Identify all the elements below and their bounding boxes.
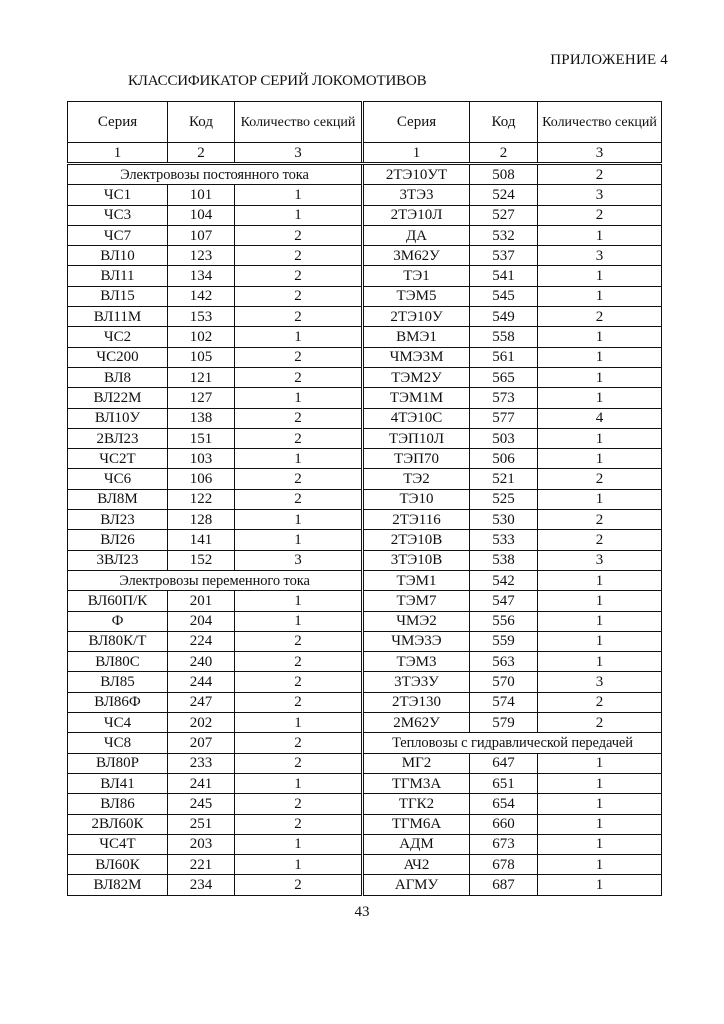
code-cell: 244 xyxy=(168,672,235,692)
table-body xyxy=(68,164,662,896)
code-cell: 525 xyxy=(470,489,538,509)
series-cell: ЧМЭ2 xyxy=(363,611,470,631)
series-cell: ТГМ6А xyxy=(363,814,470,834)
sections-cell: 1 xyxy=(235,713,363,733)
column-header: Код xyxy=(168,102,235,143)
sections-cell: 1 xyxy=(538,611,662,631)
series-cell: ВЛ60К xyxy=(68,855,168,875)
code-cell: 221 xyxy=(168,855,235,875)
column-header: Серия xyxy=(68,102,168,143)
sections-cell: 1 xyxy=(538,814,662,834)
page-title: КЛАССИФИКАТОР СЕРИЙ ЛОКОМОТИВОВ xyxy=(128,73,427,89)
code-cell: 524 xyxy=(470,185,538,205)
sections-cell: 1 xyxy=(235,611,363,631)
code-cell: 503 xyxy=(470,428,538,448)
series-cell: АДМ xyxy=(363,834,470,854)
series-cell: ЧС4Т xyxy=(68,834,168,854)
table-row xyxy=(68,672,662,692)
code-cell: 533 xyxy=(470,530,538,550)
code-cell: 101 xyxy=(168,185,235,205)
series-cell: ТЭП70 xyxy=(363,449,470,469)
code-cell: 151 xyxy=(168,428,235,448)
table-row xyxy=(68,286,662,306)
series-cell: ВЛ8 xyxy=(68,367,168,387)
sections-cell: 3 xyxy=(235,550,363,570)
series-cell: ВЛ22М xyxy=(68,388,168,408)
table-row xyxy=(68,510,662,530)
code-cell: 224 xyxy=(168,631,235,651)
series-cell: 2ТЭ116 xyxy=(363,510,470,530)
series-cell: ТЭМ2У xyxy=(363,367,470,387)
table-row xyxy=(68,733,662,753)
sections-cell: 3 xyxy=(538,550,662,570)
sections-cell: 2 xyxy=(235,367,363,387)
code-cell: 647 xyxy=(470,753,538,773)
sections-cell: 1 xyxy=(538,875,662,895)
sections-cell: 2 xyxy=(538,307,662,327)
code-cell: 579 xyxy=(470,713,538,733)
series-cell: ТЭП10Л xyxy=(363,428,470,448)
code-cell: 537 xyxy=(470,246,538,266)
table-row xyxy=(68,408,662,428)
code-cell: 104 xyxy=(168,205,235,225)
series-cell: ВЛ15 xyxy=(68,286,168,306)
code-cell: 673 xyxy=(470,834,538,854)
appendix-label: ПРИЛОЖЕНИЕ 4 xyxy=(550,52,668,68)
sections-cell: 1 xyxy=(538,631,662,651)
sections-cell: 2 xyxy=(235,246,363,266)
series-cell: 2ТЭ10У xyxy=(363,307,470,327)
series-cell: 3ТЭ3 xyxy=(363,185,470,205)
sections-cell: 2 xyxy=(235,489,363,509)
series-cell: 2ТЭ10Л xyxy=(363,205,470,225)
series-cell: ВЛ10У xyxy=(68,408,168,428)
series-cell: ВЛ41 xyxy=(68,773,168,793)
sections-cell: 2 xyxy=(235,225,363,245)
sections-cell: 1 xyxy=(538,855,662,875)
sections-cell: 1 xyxy=(235,327,363,347)
code-cell: 547 xyxy=(470,591,538,611)
sections-cell: 2 xyxy=(235,753,363,773)
table-row xyxy=(68,367,662,387)
table-row xyxy=(68,652,662,672)
sections-cell: 2 xyxy=(538,510,662,530)
table-row xyxy=(68,185,662,205)
series-cell: 2ВЛ60К xyxy=(68,814,168,834)
table-row xyxy=(68,530,662,550)
sections-cell: 1 xyxy=(235,855,363,875)
series-cell: ТЭМ3 xyxy=(363,652,470,672)
code-cell: 134 xyxy=(168,266,235,286)
series-cell: Ф xyxy=(68,611,168,631)
sections-cell: 2 xyxy=(235,672,363,692)
code-cell: 570 xyxy=(470,672,538,692)
sections-cell: 2 xyxy=(235,652,363,672)
series-cell: ВЛ85 xyxy=(68,672,168,692)
sections-cell: 1 xyxy=(538,266,662,286)
table-row xyxy=(68,307,662,327)
series-cell: АГМУ xyxy=(363,875,470,895)
column-header: Код xyxy=(470,102,538,143)
code-cell: 102 xyxy=(168,327,235,347)
code-cell: 142 xyxy=(168,286,235,306)
sections-cell: 3 xyxy=(538,672,662,692)
table-row xyxy=(68,205,662,225)
series-cell: ЧС3 xyxy=(68,205,168,225)
series-cell: ВЛ60П/К xyxy=(68,591,168,611)
header-row xyxy=(68,102,662,143)
code-cell: 121 xyxy=(168,367,235,387)
table-row xyxy=(68,773,662,793)
column-number: 2 xyxy=(470,143,538,164)
table-row xyxy=(68,428,662,448)
section-header: Электровозы постоянного тока xyxy=(68,164,363,185)
series-cell: АЧ2 xyxy=(363,855,470,875)
column-header: Количество секций xyxy=(538,102,662,143)
sections-cell: 1 xyxy=(538,489,662,509)
sections-cell: 2 xyxy=(235,286,363,306)
code-cell: 559 xyxy=(470,631,538,651)
series-cell: ЧС7 xyxy=(68,225,168,245)
table-row xyxy=(68,855,662,875)
code-cell: 122 xyxy=(168,489,235,509)
section-header: Тепловозы с гидравлической передачей xyxy=(363,733,662,753)
code-cell: 107 xyxy=(168,225,235,245)
code-cell: 207 xyxy=(168,733,235,753)
section-header: Электровозы переменного тока xyxy=(68,570,363,590)
series-cell: ТЭ2 xyxy=(363,469,470,489)
series-cell: ТЭМ1 xyxy=(363,570,470,590)
table-row xyxy=(68,388,662,408)
code-cell: 251 xyxy=(168,814,235,834)
page-number: 43 xyxy=(354,904,370,920)
code-cell: 247 xyxy=(168,692,235,712)
series-cell: ВЛ11М xyxy=(68,307,168,327)
sections-cell: 1 xyxy=(538,388,662,408)
sections-cell: 1 xyxy=(538,428,662,448)
code-cell: 687 xyxy=(470,875,538,895)
sections-cell: 1 xyxy=(538,753,662,773)
code-cell: 538 xyxy=(470,550,538,570)
sections-cell: 1 xyxy=(538,327,662,347)
code-cell: 123 xyxy=(168,246,235,266)
code-cell: 152 xyxy=(168,550,235,570)
sections-cell: 2 xyxy=(235,469,363,489)
code-cell: 563 xyxy=(470,652,538,672)
series-cell: ТГМ3А xyxy=(363,773,470,793)
series-cell: ВЛ80К/Т xyxy=(68,631,168,651)
code-cell: 565 xyxy=(470,367,538,387)
table-row xyxy=(68,550,662,570)
column-number-row xyxy=(68,143,662,164)
sections-cell: 2 xyxy=(538,530,662,550)
table-row xyxy=(68,794,662,814)
table-row xyxy=(68,469,662,489)
code-cell: 561 xyxy=(470,347,538,367)
table-row xyxy=(68,631,662,651)
sections-cell: 3 xyxy=(538,246,662,266)
sections-cell: 2 xyxy=(538,692,662,712)
code-cell: 103 xyxy=(168,449,235,469)
series-cell: ЧС2 xyxy=(68,327,168,347)
series-cell: 3ВЛ23 xyxy=(68,550,168,570)
table-row xyxy=(68,713,662,733)
sections-cell: 1 xyxy=(235,834,363,854)
sections-cell: 1 xyxy=(538,347,662,367)
table-row xyxy=(68,570,662,590)
code-cell: 556 xyxy=(470,611,538,631)
sections-cell: 2 xyxy=(235,307,363,327)
sections-cell: 2 xyxy=(538,469,662,489)
sections-cell: 2 xyxy=(538,205,662,225)
code-cell: 530 xyxy=(470,510,538,530)
sections-cell: 1 xyxy=(538,652,662,672)
series-cell: ВЛ86 xyxy=(68,794,168,814)
series-cell: ВМЭ1 xyxy=(363,327,470,347)
series-cell: ТГК2 xyxy=(363,794,470,814)
series-cell: ТЭ10 xyxy=(363,489,470,509)
code-cell: 241 xyxy=(168,773,235,793)
sections-cell: 1 xyxy=(538,367,662,387)
series-cell: ЧМЭ3Э xyxy=(363,631,470,651)
code-cell: 541 xyxy=(470,266,538,286)
sections-cell: 1 xyxy=(538,286,662,306)
sections-cell: 1 xyxy=(538,570,662,590)
column-number: 2 xyxy=(168,143,235,164)
code-cell: 245 xyxy=(168,794,235,814)
table-row xyxy=(68,347,662,367)
sections-cell: 2 xyxy=(235,692,363,712)
sections-cell: 2 xyxy=(235,408,363,428)
series-cell: ТЭМ7 xyxy=(363,591,470,611)
table-row xyxy=(68,834,662,854)
series-cell: ЧС200 xyxy=(68,347,168,367)
code-cell: 105 xyxy=(168,347,235,367)
column-header: Серия xyxy=(363,102,470,143)
sections-cell: 2 xyxy=(235,875,363,895)
code-cell: 532 xyxy=(470,225,538,245)
series-cell: 4ТЭ10С xyxy=(363,408,470,428)
series-cell: ТЭМ1М xyxy=(363,388,470,408)
code-cell: 660 xyxy=(470,814,538,834)
table-row xyxy=(68,692,662,712)
code-cell: 138 xyxy=(168,408,235,428)
sections-cell: 3 xyxy=(538,185,662,205)
code-cell: 203 xyxy=(168,834,235,854)
code-cell: 678 xyxy=(470,855,538,875)
series-cell: ВЛ80Р xyxy=(68,753,168,773)
series-cell: ВЛ23 xyxy=(68,510,168,530)
code-cell: 654 xyxy=(470,794,538,814)
series-cell: ТЭ1 xyxy=(363,266,470,286)
sections-cell: 2 xyxy=(235,428,363,448)
series-cell: 2ТЭ10УТ xyxy=(363,164,470,185)
series-cell: ЧС2Т xyxy=(68,449,168,469)
table-row xyxy=(68,875,662,895)
code-cell: 508 xyxy=(470,164,538,185)
series-cell: ВЛ80С xyxy=(68,652,168,672)
sections-cell: 2 xyxy=(235,347,363,367)
code-cell: 153 xyxy=(168,307,235,327)
sections-cell: 1 xyxy=(538,449,662,469)
table-row xyxy=(68,449,662,469)
sections-cell: 1 xyxy=(538,773,662,793)
series-cell: ДА xyxy=(363,225,470,245)
code-cell: 506 xyxy=(470,449,538,469)
sections-cell: 1 xyxy=(538,834,662,854)
series-cell: ЧС4 xyxy=(68,713,168,733)
table-row xyxy=(68,266,662,286)
sections-cell: 2 xyxy=(235,733,363,753)
sections-cell: 1 xyxy=(235,530,363,550)
code-cell: 521 xyxy=(470,469,538,489)
column-number: 3 xyxy=(538,143,662,164)
series-cell: 3ТЭ3У xyxy=(363,672,470,692)
code-cell: 651 xyxy=(470,773,538,793)
sections-cell: 2 xyxy=(235,631,363,651)
code-cell: 234 xyxy=(168,875,235,895)
column-header: Количество секций xyxy=(235,102,363,143)
code-cell: 573 xyxy=(470,388,538,408)
code-cell: 233 xyxy=(168,753,235,773)
series-cell: ВЛ86Ф xyxy=(68,692,168,712)
series-cell: 2ВЛ23 xyxy=(68,428,168,448)
code-cell: 574 xyxy=(470,692,538,712)
sections-cell: 1 xyxy=(538,225,662,245)
column-number: 1 xyxy=(363,143,470,164)
table-row xyxy=(68,225,662,245)
table-row xyxy=(68,246,662,266)
series-cell: ЧС1 xyxy=(68,185,168,205)
sections-cell: 4 xyxy=(538,408,662,428)
series-cell: ВЛ26 xyxy=(68,530,168,550)
code-cell: 128 xyxy=(168,510,235,530)
code-cell: 141 xyxy=(168,530,235,550)
sections-cell: 1 xyxy=(235,510,363,530)
series-cell: ЧС8 xyxy=(68,733,168,753)
code-cell: 201 xyxy=(168,591,235,611)
series-cell: 2ТЭ10В xyxy=(363,530,470,550)
sections-cell: 1 xyxy=(235,185,363,205)
sections-cell: 1 xyxy=(235,773,363,793)
locomotive-classifier-table xyxy=(67,101,662,896)
table-row xyxy=(68,489,662,509)
table-row xyxy=(68,164,662,185)
series-cell: ТЭМ5 xyxy=(363,286,470,306)
sections-cell: 2 xyxy=(235,266,363,286)
sections-cell: 1 xyxy=(235,388,363,408)
series-cell: МГ2 xyxy=(363,753,470,773)
table-row xyxy=(68,327,662,347)
series-cell: 3ТЭ10В xyxy=(363,550,470,570)
code-cell: 542 xyxy=(470,570,538,590)
code-cell: 127 xyxy=(168,388,235,408)
sections-cell: 1 xyxy=(235,449,363,469)
table-row xyxy=(68,611,662,631)
code-cell: 106 xyxy=(168,469,235,489)
code-cell: 202 xyxy=(168,713,235,733)
sections-cell: 1 xyxy=(538,591,662,611)
code-cell: 240 xyxy=(168,652,235,672)
column-number: 1 xyxy=(68,143,168,164)
code-cell: 545 xyxy=(470,286,538,306)
series-cell: ЧС6 xyxy=(68,469,168,489)
table-row xyxy=(68,814,662,834)
code-cell: 558 xyxy=(470,327,538,347)
code-cell: 577 xyxy=(470,408,538,428)
sections-cell: 2 xyxy=(538,164,662,185)
table-row xyxy=(68,753,662,773)
code-cell: 549 xyxy=(470,307,538,327)
sections-cell: 1 xyxy=(235,591,363,611)
series-cell: ВЛ82М xyxy=(68,875,168,895)
series-cell: ВЛ10 xyxy=(68,246,168,266)
series-cell: ВЛ8М xyxy=(68,489,168,509)
series-cell: ВЛ11 xyxy=(68,266,168,286)
sections-cell: 2 xyxy=(538,713,662,733)
code-cell: 527 xyxy=(470,205,538,225)
sections-cell: 2 xyxy=(235,794,363,814)
sections-cell: 1 xyxy=(538,794,662,814)
sections-cell: 1 xyxy=(235,205,363,225)
table-row xyxy=(68,591,662,611)
code-cell: 204 xyxy=(168,611,235,631)
sections-cell: 2 xyxy=(235,814,363,834)
column-number: 3 xyxy=(235,143,363,164)
series-cell: ЧМЭ3М xyxy=(363,347,470,367)
series-cell: 2М62У xyxy=(363,713,470,733)
series-cell: 3М62У xyxy=(363,246,470,266)
series-cell: 2ТЭ130 xyxy=(363,692,470,712)
